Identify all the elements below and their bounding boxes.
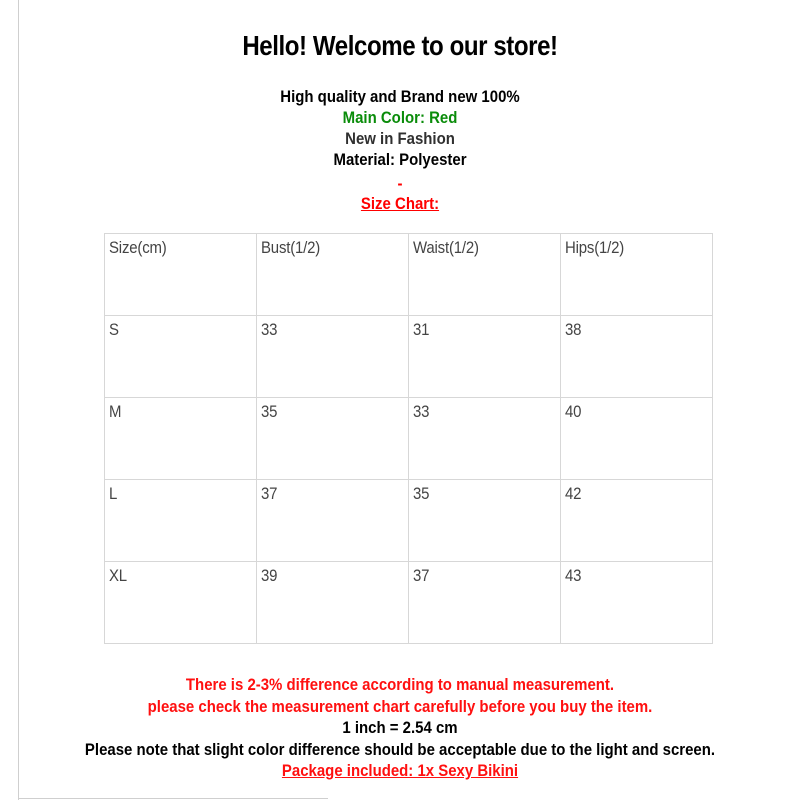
- page-title: Hello! Welcome to our store!: [242, 30, 558, 61]
- table-cell: 33: [409, 398, 561, 480]
- table-cell: M: [105, 398, 257, 480]
- main-color-line: Main Color: Red: [342, 108, 458, 127]
- table-header-cell: Bust(1/2): [257, 234, 409, 316]
- table-cell: 33: [257, 316, 409, 398]
- table-row: [105, 562, 713, 644]
- fashion-line: New in Fashion: [345, 129, 455, 148]
- table-header-row: [105, 234, 713, 316]
- table-header-cell: Hips(1/2): [561, 234, 713, 316]
- table-cell: 38: [561, 316, 713, 398]
- table-cell: 35: [257, 398, 409, 480]
- table-cell: 37: [409, 562, 561, 644]
- table-header-cell: Waist(1/2): [409, 234, 561, 316]
- table-cell: 37: [257, 480, 409, 562]
- color-difference-note: Please note that slight color difference should be acceptable due to the light and screen.: [84, 739, 716, 759]
- inch-conversion-note: 1 inch = 2.54 cm: [342, 718, 458, 737]
- notes-section: [48, 674, 752, 782]
- check-chart-note: please check the measurement chart carefully before you buy the item.: [147, 696, 653, 716]
- measurement-difference-note: There is 2-3% difference according to manual measurement.: [185, 675, 615, 694]
- table-cell: 35: [409, 480, 561, 562]
- table-row: [105, 316, 713, 398]
- table-cell: 31: [409, 316, 561, 398]
- table-header-cell: Size(cm): [105, 234, 257, 316]
- table-cell: 39: [257, 562, 409, 644]
- table-cell: S: [105, 316, 257, 398]
- table-cell: L: [105, 480, 257, 562]
- size-chart-dash: -: [397, 174, 403, 193]
- table-row: [105, 398, 713, 480]
- bottom-divider: [18, 798, 328, 799]
- size-chart-table: [104, 233, 713, 644]
- table-cell: 42: [561, 480, 713, 562]
- table-cell: 40: [561, 398, 713, 480]
- quality-line: High quality and Brand new 100%: [280, 87, 520, 106]
- package-included-note: Package included: 1x Sexy Bikini: [281, 761, 519, 780]
- size-chart-heading: Size Chart:: [360, 194, 440, 213]
- table-cell: 43: [561, 562, 713, 644]
- table-cell: XL: [105, 562, 257, 644]
- material-line: Material: Polyester: [333, 150, 467, 169]
- product-info: [48, 86, 752, 170]
- table-row: [105, 480, 713, 562]
